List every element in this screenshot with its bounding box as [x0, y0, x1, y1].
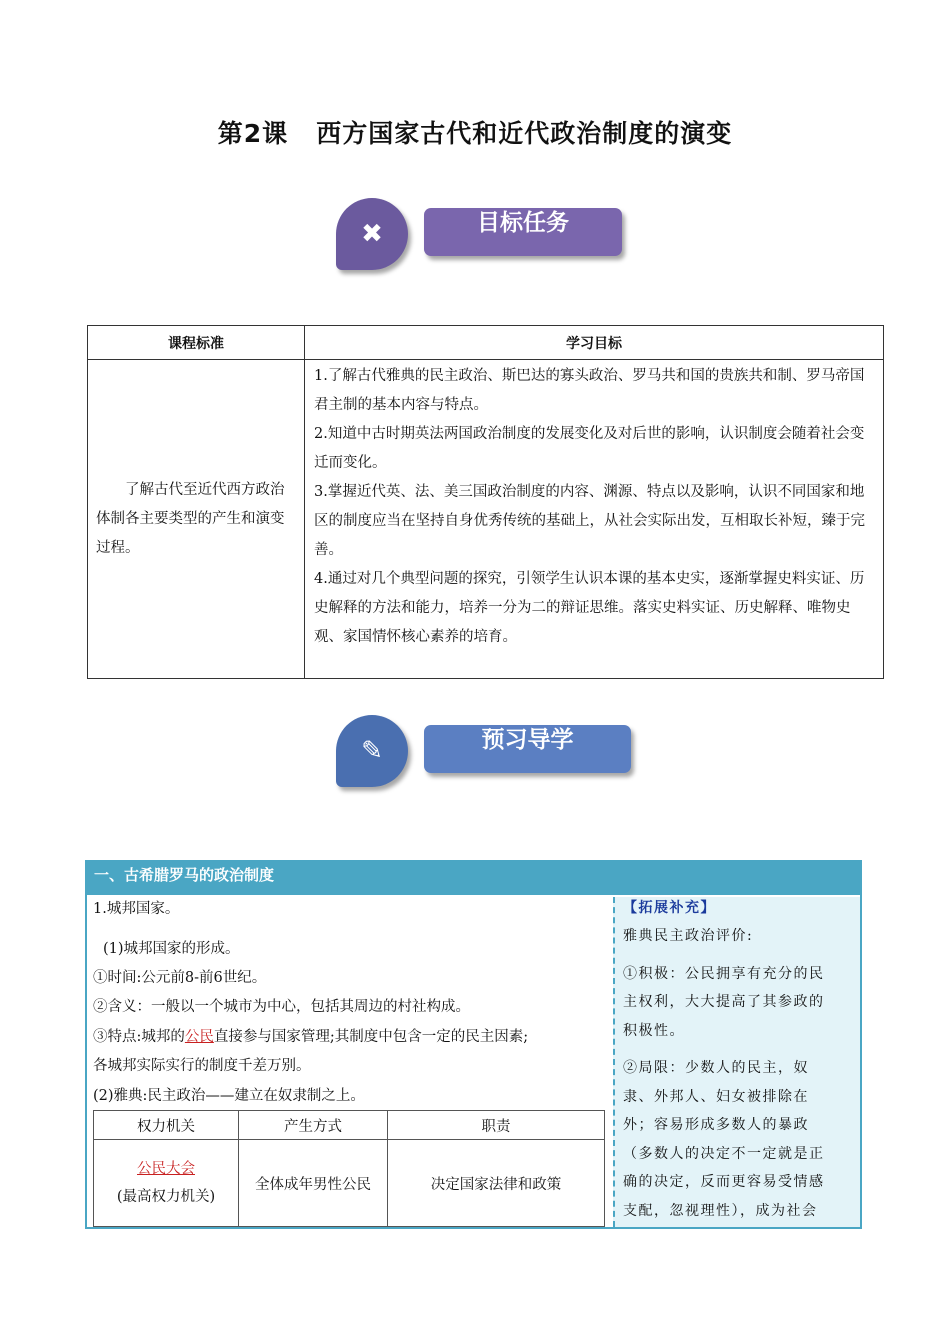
- section-heading: 一、古希腊罗马的政治制度: [85, 860, 862, 895]
- goals-badge: [336, 198, 408, 270]
- citizen-assembly-link[interactable]: 公民大会: [137, 1161, 195, 1177]
- preview-banner-label: 预习导学: [424, 725, 631, 773]
- line-meaning: ②含义：一般以一个城市为中心，包括其周边的村社构成。: [93, 999, 470, 1015]
- extension-negative-1: ②局限：少数人的民主，奴: [623, 1060, 809, 1076]
- lesson-name: 西方国家古代和近代政治制度的演变: [316, 119, 733, 148]
- preview-badge: [336, 715, 408, 787]
- extension-negative-2: 隶、外邦人、妇女被排除在: [623, 1088, 809, 1105]
- standard-cell: [88, 360, 305, 679]
- pencil-icon: ✎: [361, 736, 383, 766]
- extension-positive-3: 积极性。: [623, 1022, 685, 1039]
- goal-item-2: 2.知道中古时期英法两国政治制度的发展变化及对后世的影响，认识制度会随着社会变迁而变化。: [314, 426, 865, 471]
- goal-item-1: 1.了解古代雅典的民主政治、斯巴达的寡头政治、罗马共和国的贵族共和制、罗马帝国君主制的基本内容与特点。: [314, 368, 865, 413]
- power-header-row: [94, 1111, 605, 1140]
- page-title: [0, 114, 950, 150]
- goal-item-3: 3.掌握近代英、法、美三国政治制度的内容、渊源、特点以及影响，认识不同国家和地区的制度应当在坚持自身优秀传统的基础上，从社会实际出发，互相取长补短，臻于完善。: [314, 484, 865, 558]
- power-method-cell: 全体成年男性公民: [239, 1140, 388, 1227]
- extension-negative-3: 外；容易形成多数人的暴政: [623, 1117, 809, 1133]
- extension-negative-6: 支配，忽视理性），成为社会: [623, 1202, 818, 1219]
- line-features: [93, 1025, 528, 1046]
- extension-negative-4: （多数人的决定不一定就是正: [623, 1145, 825, 1162]
- line-city-state: 1.城邦国家。: [93, 901, 180, 917]
- header-standard: 课程标准: [88, 326, 305, 360]
- goal-item-4: 4.通过对几个典型问题的探究，引领学生认识本课的基本史实，逐渐掌握史料实证、历史解释的方法和能力，培养一分为二的辩证思维。落实史料实证、历史解释、唯物史观、家国情怀核心素养的培育。: [314, 571, 865, 645]
- organ-note: (最高权力机关): [116, 1189, 216, 1205]
- power-duty-cell: 决定国家法律和政策: [388, 1140, 605, 1227]
- features-rest: 直接参与国家管理;其制度中包含一定的民主因素;: [213, 1029, 529, 1045]
- standard-text: 了解古代至近代西方政治体制各主要类型的产生和演变过程。: [96, 481, 285, 556]
- power-header-organ: 权力机关: [94, 1111, 239, 1140]
- line-time: ①时间:公元前8-前6世纪。: [93, 970, 267, 986]
- goals-banner-label: 目标任务: [424, 208, 622, 256]
- extension-tag: 【拓展补充】: [623, 900, 716, 916]
- extension-intro: 雅典民主政治评价:: [623, 928, 754, 944]
- power-table: [93, 1110, 605, 1227]
- line-formation: (1)城邦国家的形成。: [103, 941, 240, 957]
- header-goals: 学习目标: [305, 326, 884, 360]
- goals-cell: [305, 360, 884, 679]
- standards-header-row: [88, 326, 884, 360]
- power-header-method: 产生方式: [239, 1111, 388, 1140]
- power-organ-cell: [94, 1140, 239, 1227]
- citizen-link[interactable]: 公民: [184, 1029, 214, 1045]
- lesson-number: 第2课: [217, 119, 289, 148]
- features-prefix: ③特点:城邦的: [93, 1029, 185, 1045]
- extension-positive-2: 主权利，大大提高了其参政的: [623, 994, 825, 1010]
- power-row: [94, 1140, 605, 1227]
- standards-body-row: [88, 360, 884, 679]
- extension-negative-5: 确的决定，反而更容易受情感: [623, 1174, 825, 1190]
- close-x-icon: ✖: [361, 219, 383, 249]
- standards-table: [87, 325, 884, 679]
- line-athens: (2)雅典:民主政治——建立在奴隶制之上。: [93, 1088, 365, 1104]
- power-header-duty: 职责: [388, 1111, 605, 1140]
- line-differences: 各城邦实际实行的制度千差万别。: [93, 1058, 311, 1074]
- extension-column: [613, 897, 860, 1227]
- extension-positive-1: ①积极：公民拥享有充分的民: [623, 965, 825, 982]
